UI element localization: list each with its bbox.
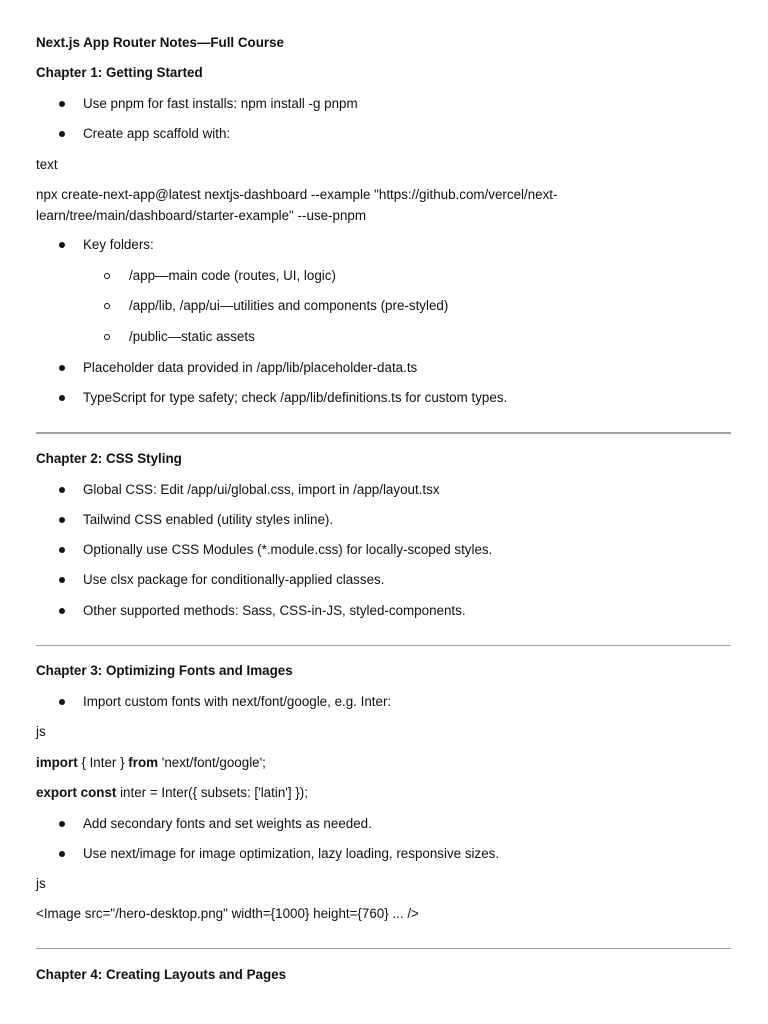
- ch3-code-1-lang: js: [36, 724, 46, 739]
- chapter-1-heading: Chapter 1: Getting Started: [36, 65, 203, 80]
- ch3-bullet-1: Import custom fonts with next/font/google, e.g. Inter:: [83, 694, 392, 709]
- ch1-sub-bullet-3: /public—static assets: [129, 329, 255, 344]
- section-divider: [36, 432, 731, 434]
- code-keyword: import: [36, 755, 78, 770]
- ch1-bullet-5: TypeScript for type safety; check /app/lib/definitions.ts for custom types.: [83, 390, 508, 405]
- ch2-bullet-2: Tailwind CSS enabled (utility styles inline).: [83, 512, 334, 527]
- code-text: 'next/font/google';: [158, 755, 266, 770]
- ch3-code-1-line-1: [36, 755, 266, 771]
- ch1-code-line-2: learn/tree/main/dashboard/starter-example" --use-pnpm: [36, 208, 366, 223]
- ch3-bullet-2: Add secondary fonts and set weights as needed.: [83, 816, 372, 831]
- ch3-bullet-3: Use next/image for image optimization, lazy loading, responsive sizes.: [83, 846, 500, 861]
- sub-bullet-circle: [104, 273, 110, 279]
- bullet-dot: [59, 487, 65, 493]
- ch1-bullet-4: Placeholder data provided in /app/lib/placeholder-data.ts: [83, 360, 418, 375]
- ch1-code-lang: text: [36, 157, 58, 172]
- doc-title: Next.js App Router Notes—Full Course: [36, 35, 285, 50]
- code-keyword: export const: [36, 785, 117, 800]
- bullet-dot: [59, 851, 65, 857]
- bullet-dot: [59, 395, 65, 401]
- ch1-code-line-1: npx create-next-app@latest nextjs-dashboard --example "https://github.com/vercel/next-: [36, 187, 558, 202]
- ch1-sub-bullet-1: /app—main code (routes, UI, logic): [129, 268, 336, 283]
- ch1-sub-bullet-2: /app/lib, /app/ui—utilities and components (pre-styled): [129, 298, 449, 313]
- ch1-bullet-1: Use pnpm for fast installs: npm install -g pnpm: [83, 96, 358, 111]
- bullet-dot: [59, 699, 65, 705]
- section-divider: [36, 948, 731, 949]
- bullet-dot: [59, 365, 65, 371]
- bullet-dot: [59, 131, 65, 137]
- ch2-bullet-4: Use clsx package for conditionally-applied classes.: [83, 572, 385, 587]
- bullet-dot: [59, 577, 65, 583]
- ch2-bullet-5: Other supported methods: Sass, CSS-in-JS, styled-components.: [83, 603, 466, 618]
- code-keyword: from: [128, 755, 159, 770]
- chapter-3-heading: Chapter 3: Optimizing Fonts and Images: [36, 663, 293, 678]
- chapter-2-heading: Chapter 2: CSS Styling: [36, 451, 182, 466]
- bullet-dot: [59, 821, 65, 827]
- ch2-bullet-1: Global CSS: Edit /app/ui/global.css, import in /app/layout.tsx: [83, 482, 440, 497]
- bullet-dot: [59, 101, 65, 107]
- ch1-bullet-3: Key folders:: [83, 237, 154, 252]
- ch1-bullet-2: Create app scaffold with:: [83, 126, 231, 141]
- code-text: { Inter }: [77, 755, 129, 770]
- code-text: inter = Inter({ subsets: ['latin'] });: [116, 785, 308, 800]
- ch3-code-1-line-2: [36, 785, 308, 801]
- bullet-dot: [59, 517, 65, 523]
- ch3-code-2-lang: js: [36, 876, 46, 891]
- bullet-dot: [59, 547, 65, 553]
- bullet-dot: [59, 608, 65, 614]
- sub-bullet-circle: [104, 334, 110, 340]
- ch3-code-2-line-1: <Image src="/hero-desktop.png" width={1000} height={760} ... />: [36, 906, 419, 921]
- sub-bullet-circle: [104, 303, 110, 309]
- chapter-4-heading: Chapter 4: Creating Layouts and Pages: [36, 967, 287, 982]
- ch2-bullet-3: Optionally use CSS Modules (*.module.css) for locally-scoped styles.: [83, 542, 493, 557]
- bullet-dot: [59, 242, 65, 248]
- section-divider: [36, 645, 731, 646]
